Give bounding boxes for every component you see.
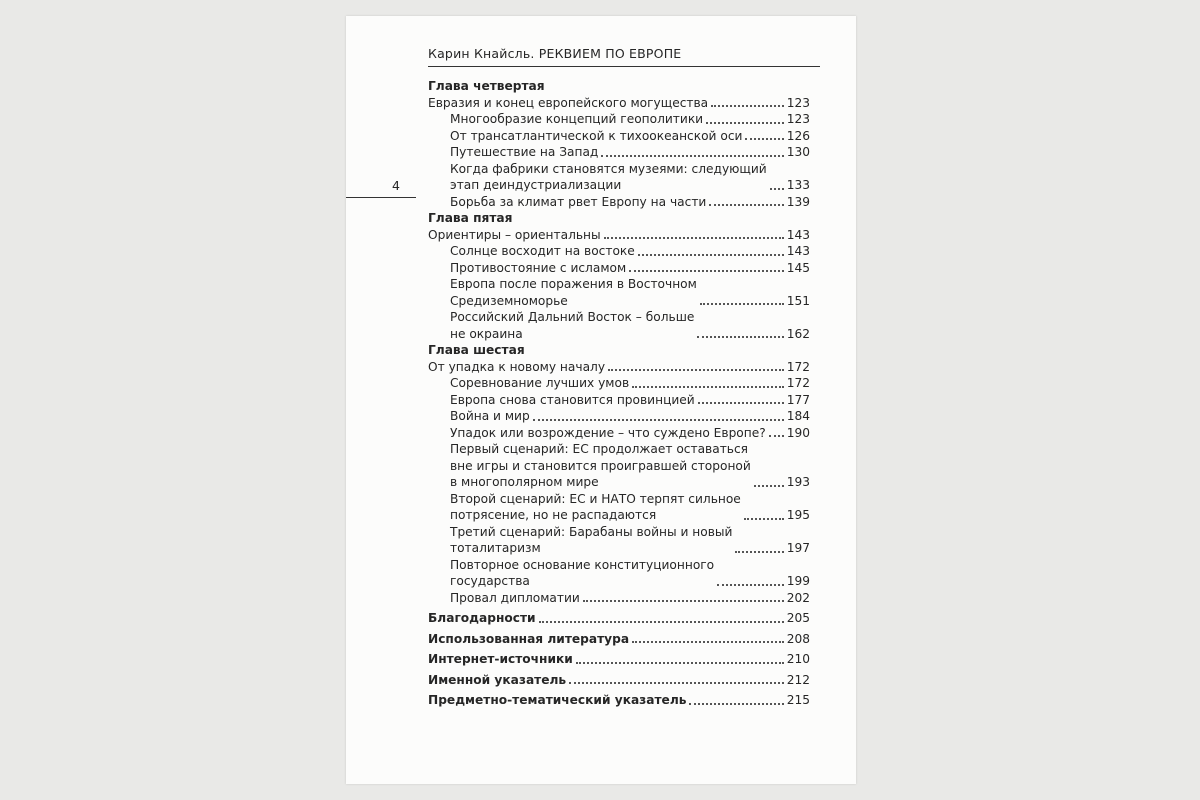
toc-entry-title: Использованная литература <box>428 631 630 646</box>
toc-entry-page: 210 <box>786 652 810 666</box>
toc-entry-title: Предметно-тематический указатель <box>428 693 687 707</box>
dot-leader <box>711 105 784 107</box>
toc-entry-page: 177 <box>786 392 810 407</box>
toc-entry <box>428 276 810 309</box>
chapter-title: Глава шестая <box>428 343 525 357</box>
toc-entry-page: 205 <box>786 611 810 625</box>
toc-entry-page: 172 <box>786 359 810 374</box>
toc-entry-title: Путешествие на Запад <box>450 145 599 159</box>
toc-entry <box>428 243 810 260</box>
dot-leader <box>735 551 783 553</box>
dot-leader <box>689 703 783 705</box>
book-page <box>346 16 856 784</box>
toc-entry-page: 143 <box>786 244 810 258</box>
toc-entry-page: 151 <box>786 293 810 308</box>
toc-entry-title: Соревнование лучших умов <box>450 376 630 390</box>
toc-entry-page: 162 <box>786 326 810 341</box>
toc-entry <box>428 610 810 627</box>
toc-entry-title: Второй сценарий: ЕС и НАТО терпят сильное потрясение, но не распадаются <box>450 491 741 522</box>
toc-entry <box>428 144 810 161</box>
toc-entry <box>428 227 810 244</box>
chapter-title: Глава пятая <box>428 211 513 225</box>
toc-entry <box>428 359 810 376</box>
dot-leader <box>539 621 784 623</box>
dot-leader <box>744 518 784 520</box>
toc-entry <box>428 651 810 668</box>
dot-leader <box>769 435 784 437</box>
toc-entry-title: Упадок или возрождение – что суждено Европе? <box>450 425 766 440</box>
backmatter-section <box>428 610 810 709</box>
toc-entry-title: Противостояние с исламом <box>450 260 627 275</box>
dot-leader <box>608 369 784 371</box>
dot-leader <box>583 600 784 602</box>
toc-entry-page: 193 <box>786 475 810 489</box>
toc-entry <box>428 260 810 277</box>
toc-entry-page: 212 <box>786 672 810 687</box>
toc-entry <box>428 590 810 607</box>
toc-entry-page: 199 <box>786 574 810 588</box>
toc-entry-title: Борьба за климат рвет Европу на части <box>450 194 707 209</box>
table-of-contents <box>428 78 810 709</box>
toc-entry-page: 123 <box>786 95 810 110</box>
toc-entry-page: 139 <box>786 194 810 209</box>
toc-entry-title: Третий сценарий: Барабаны войны и новый тоталитаризм <box>450 524 733 555</box>
toc-entry <box>428 557 810 590</box>
dot-leader <box>770 188 784 190</box>
dot-leader <box>706 122 784 124</box>
toc-entry-page: 172 <box>786 376 810 390</box>
toc-entry-title: Многообразие концепций геополитики <box>450 112 704 126</box>
chapter-section <box>428 342 810 606</box>
dot-leader <box>709 204 783 206</box>
dot-leader <box>576 662 784 664</box>
toc-entry-page: 145 <box>786 260 810 275</box>
toc-entry-title: Благодарности <box>428 611 536 625</box>
dot-leader <box>601 155 783 157</box>
toc-entry-title: От трансатлантической к тихоокеанской оси <box>450 128 743 143</box>
dot-leader <box>632 641 784 643</box>
toc-entry <box>428 161 810 194</box>
toc-entry-title: Когда фабрики становятся музеями: следующий этап деиндустриализации <box>450 161 767 192</box>
dot-leader <box>698 402 784 404</box>
toc-entry <box>428 111 810 128</box>
toc-entry-title: Ориентиры – ориентальны <box>428 227 601 242</box>
toc-entry <box>428 692 810 709</box>
toc-entry-title: Европа снова становится провинцией <box>450 392 695 407</box>
toc-entry <box>428 375 810 392</box>
toc-entry-page: 126 <box>786 128 810 143</box>
chapter-title: Глава четвертая <box>428 79 545 93</box>
toc-entry-title: От упадка к новому началу <box>428 359 606 374</box>
chapter-section <box>428 210 810 342</box>
dot-leader <box>604 237 784 239</box>
dot-leader <box>638 254 784 256</box>
toc-entry <box>428 631 810 648</box>
toc-entry <box>428 441 810 491</box>
toc-entry-page: 215 <box>786 693 810 707</box>
toc-entry-page: 123 <box>786 112 810 126</box>
toc-entry-page: 202 <box>786 590 810 605</box>
toc-entry <box>428 128 810 145</box>
toc-entry-page: 208 <box>786 631 810 646</box>
toc-entry <box>428 408 810 425</box>
running-header: Карин Кнайсль. РЕКВИЕМ ПО ЕВРОПЕ <box>428 46 682 61</box>
dot-leader <box>632 386 784 388</box>
toc-entry-title: Повторное основание конституционного государства <box>450 557 715 588</box>
toc-entry-title: Европа после поражения в Восточном Средиземноморье <box>450 277 697 308</box>
toc-entry <box>428 392 810 409</box>
toc-entry <box>428 309 810 342</box>
dot-leader <box>629 270 784 272</box>
dot-leader <box>717 584 784 586</box>
toc-entry-title: Солнце восходит на востоке <box>450 244 635 258</box>
toc-entry-title: Первый сценарий: ЕС продолжает оставаться вне игры и становится проигравшей стороной в многополярном мире <box>450 442 751 489</box>
toc-entry-title: Евразия и конец европейского могущества <box>428 95 709 110</box>
toc-entry-page: 195 <box>786 508 810 522</box>
toc-entry-title: Война и мир <box>450 409 530 423</box>
toc-entry-title: Российский Дальний Восток – больше не окраина <box>450 310 695 341</box>
toc-entry-page: 133 <box>786 178 810 192</box>
dot-leader <box>754 485 784 487</box>
dot-leader <box>745 138 783 140</box>
toc-entry-page: 130 <box>786 145 810 159</box>
toc-entry-title: Провал дипломатии <box>450 590 580 605</box>
toc-entry <box>428 524 810 557</box>
toc-entry-title: Интернет-источники <box>428 652 573 666</box>
toc-entry <box>428 194 810 211</box>
header-divider <box>428 66 820 67</box>
toc-entry <box>428 491 810 524</box>
dot-leader <box>533 419 784 421</box>
page-number: 4 <box>392 178 400 193</box>
dot-leader <box>569 682 784 684</box>
toc-entry <box>428 672 810 689</box>
toc-entry-page: 184 <box>786 409 810 423</box>
dot-leader <box>700 303 784 305</box>
toc-entry-title: Именной указатель <box>428 672 567 687</box>
toc-entry-page: 190 <box>786 425 810 440</box>
chapter-section <box>428 78 810 210</box>
toc-entry-page: 197 <box>786 541 810 555</box>
toc-entry <box>428 95 810 112</box>
toc-entry-page: 143 <box>786 227 810 242</box>
toc-entry <box>428 425 810 442</box>
dot-leader <box>697 336 783 338</box>
side-divider <box>346 197 416 198</box>
